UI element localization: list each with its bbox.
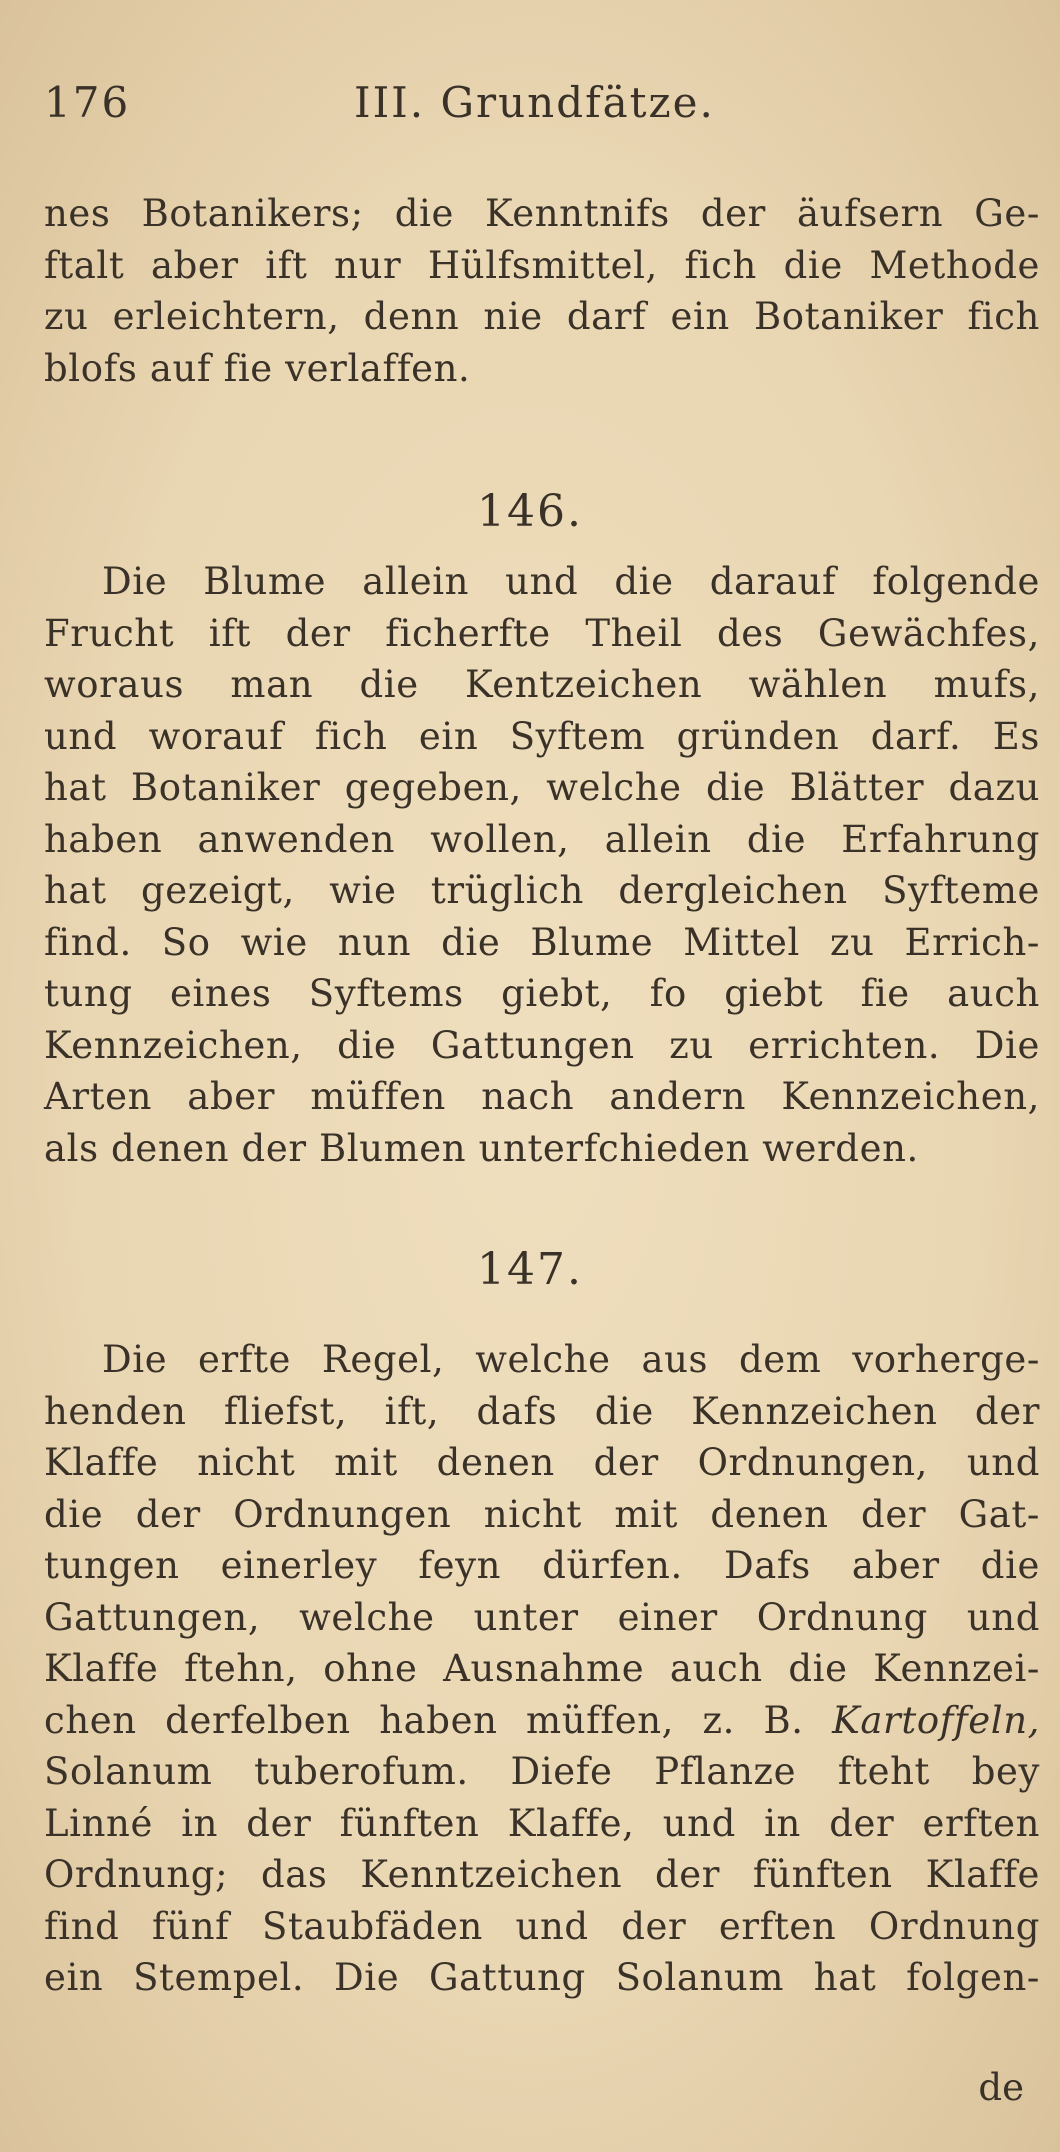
text-line: woraus man die Kentzeichen wählen mufs, [44,663,1040,706]
running-head: III. Grundfätze. [354,78,715,127]
text-line: Solanum tuberofum. Diefe Pflanze fteht bey [44,1750,1040,1793]
italic-term: Kartoffeln, [832,1698,1040,1742]
text-line: hat Botaniker gegeben, welche die Blätter dazu [44,766,1040,809]
text-line: ftalt aber ift nur Hülfsmittel, fich die Methode [44,243,1040,287]
text-line: Gattungen, welche unter einer Ordnung und [44,1595,1040,1639]
section-number-147: 147. [477,1244,583,1295]
text-line-with-italic [44,1695,1040,1747]
page-header [44,78,1024,138]
text-line: Die erfte Regel, welche aus dem vorherge- [102,1338,1040,1381]
paragraph-147 [44,1334,1040,2004]
text-line: Arten aber müffen nach andern Kennzeichen, [44,1075,1040,1118]
text-line: Linné in der fünften Klaffe, und in der erften [44,1801,1040,1845]
text-line: find fünf Staubfäden und der erften Ordnung [44,1904,1040,1948]
text-line: Frucht ift der ficherfte Theil des Gewächfes, [44,611,1040,655]
text-line: blofs auf fie verlaffen. [44,346,471,390]
text-line: und worauf fich ein Syftem gründen darf. Es [44,714,1040,758]
text-line: zu erleichtern, denn nie darf ein Botaniker fich [44,295,1040,338]
text-line: die der Ordnungen nicht mit denen der Gat- [44,1492,1040,1536]
section-number-146: 146. [477,486,583,537]
text-line: Klaffe ftehn, ohne Ausnahme auch die Kennzei- [44,1647,1040,1690]
text-segment: chen derfelben haben müffen, z. B. [44,1698,804,1742]
text-line: ein Stempel. Die Gattung Solanum hat folgen- [44,1956,1040,1999]
text-line: haben anwenden wollen, allein die Erfahrung [44,817,1040,861]
text-line: henden fliefst, ift, dafs die Kennzeichen der [44,1389,1040,1433]
text-line: als denen der Blumen unterfchieden werden. [44,1126,919,1170]
text-line: tungen einerley feyn dürfen. Dafs aber die [44,1544,1040,1587]
text-line: Klaffe nicht mit denen der Ordnungen, und [44,1441,1040,1484]
text-line: Ordnung; das Kenntzeichen der fünften Klaffe [44,1853,1040,1896]
text-line: Kennzeichen, die Gattungen zu errichten. Die [44,1023,1040,1067]
page-number: 176 [44,78,131,127]
text-line: Die Blume allein und die darauf folgende [102,560,1040,603]
text-line: nes Botanikers; die Kenntnifs der äufsern Ge- [44,192,1040,235]
paragraph-continued [44,188,1040,394]
text-line: hat gezeigt, wie trüglich dergleichen Syfteme [44,869,1040,912]
catchword: de [978,2066,1024,2109]
paragraph-146 [44,556,1040,1174]
text-line: tung eines Syftems giebt, fo giebt fie auch [44,972,1040,1015]
text-line: find. So wie nun die Blume Mittel zu Errich- [44,920,1040,964]
